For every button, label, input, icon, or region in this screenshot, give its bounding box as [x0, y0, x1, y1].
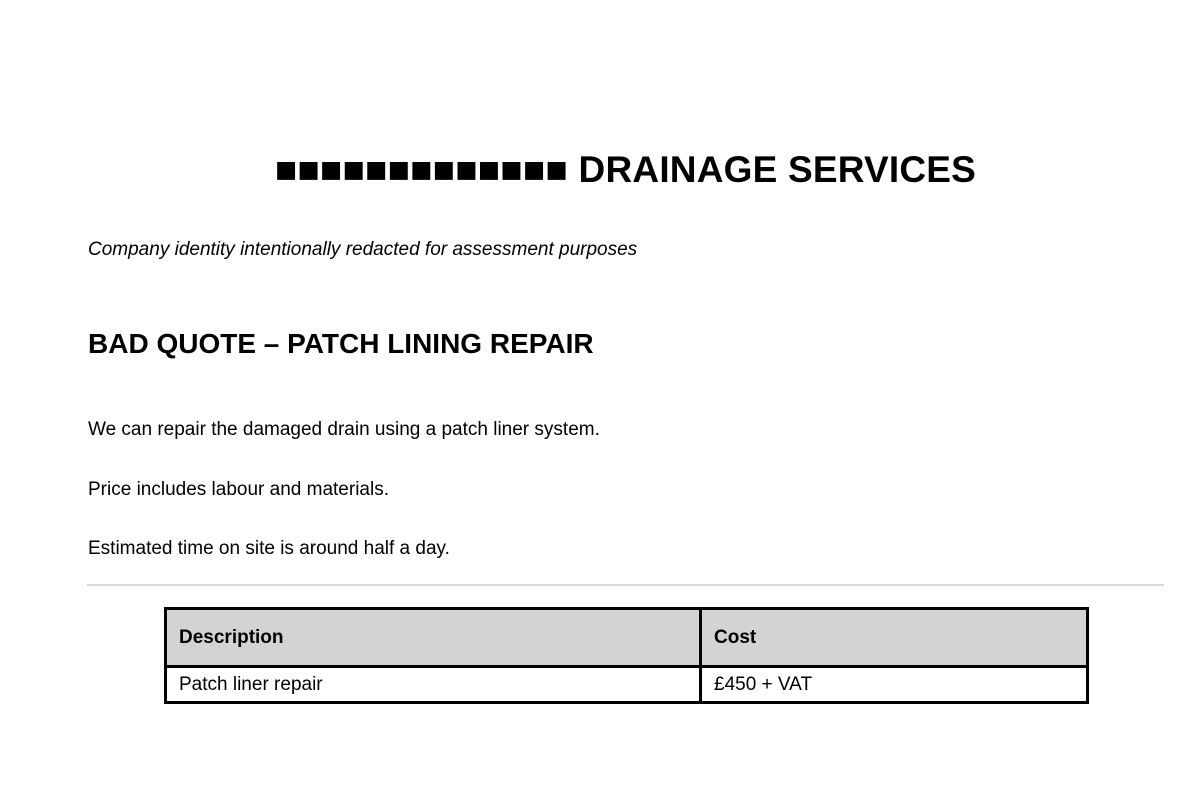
- company-title: ■■■■■■■■■■■■■ DRAINAGE SERVICES: [274, 149, 977, 190]
- table-header-row: [166, 609, 1088, 667]
- quote-paragraph-2: Price includes labour and materials.: [88, 479, 389, 500]
- description-column-header: Description: [166, 609, 701, 667]
- description-cell: Patch liner repair: [166, 667, 701, 703]
- quote-heading: BAD QUOTE – PATCH LINING REPAIR: [88, 328, 594, 359]
- quote-paragraph-3: Estimated time on site is around half a day.: [88, 538, 450, 559]
- table-row: [166, 667, 1088, 703]
- cost-cell: £450 + VAT: [701, 667, 1088, 703]
- quote-paragraph-1: We can repair the damaged drain using a patch liner system.: [88, 419, 600, 440]
- section-divider: [87, 584, 1164, 586]
- cost-table: [164, 607, 1089, 704]
- cost-column-header: Cost: [701, 609, 1088, 667]
- redaction-note: Company identity intentionally redacted for assessment purposes: [88, 239, 638, 260]
